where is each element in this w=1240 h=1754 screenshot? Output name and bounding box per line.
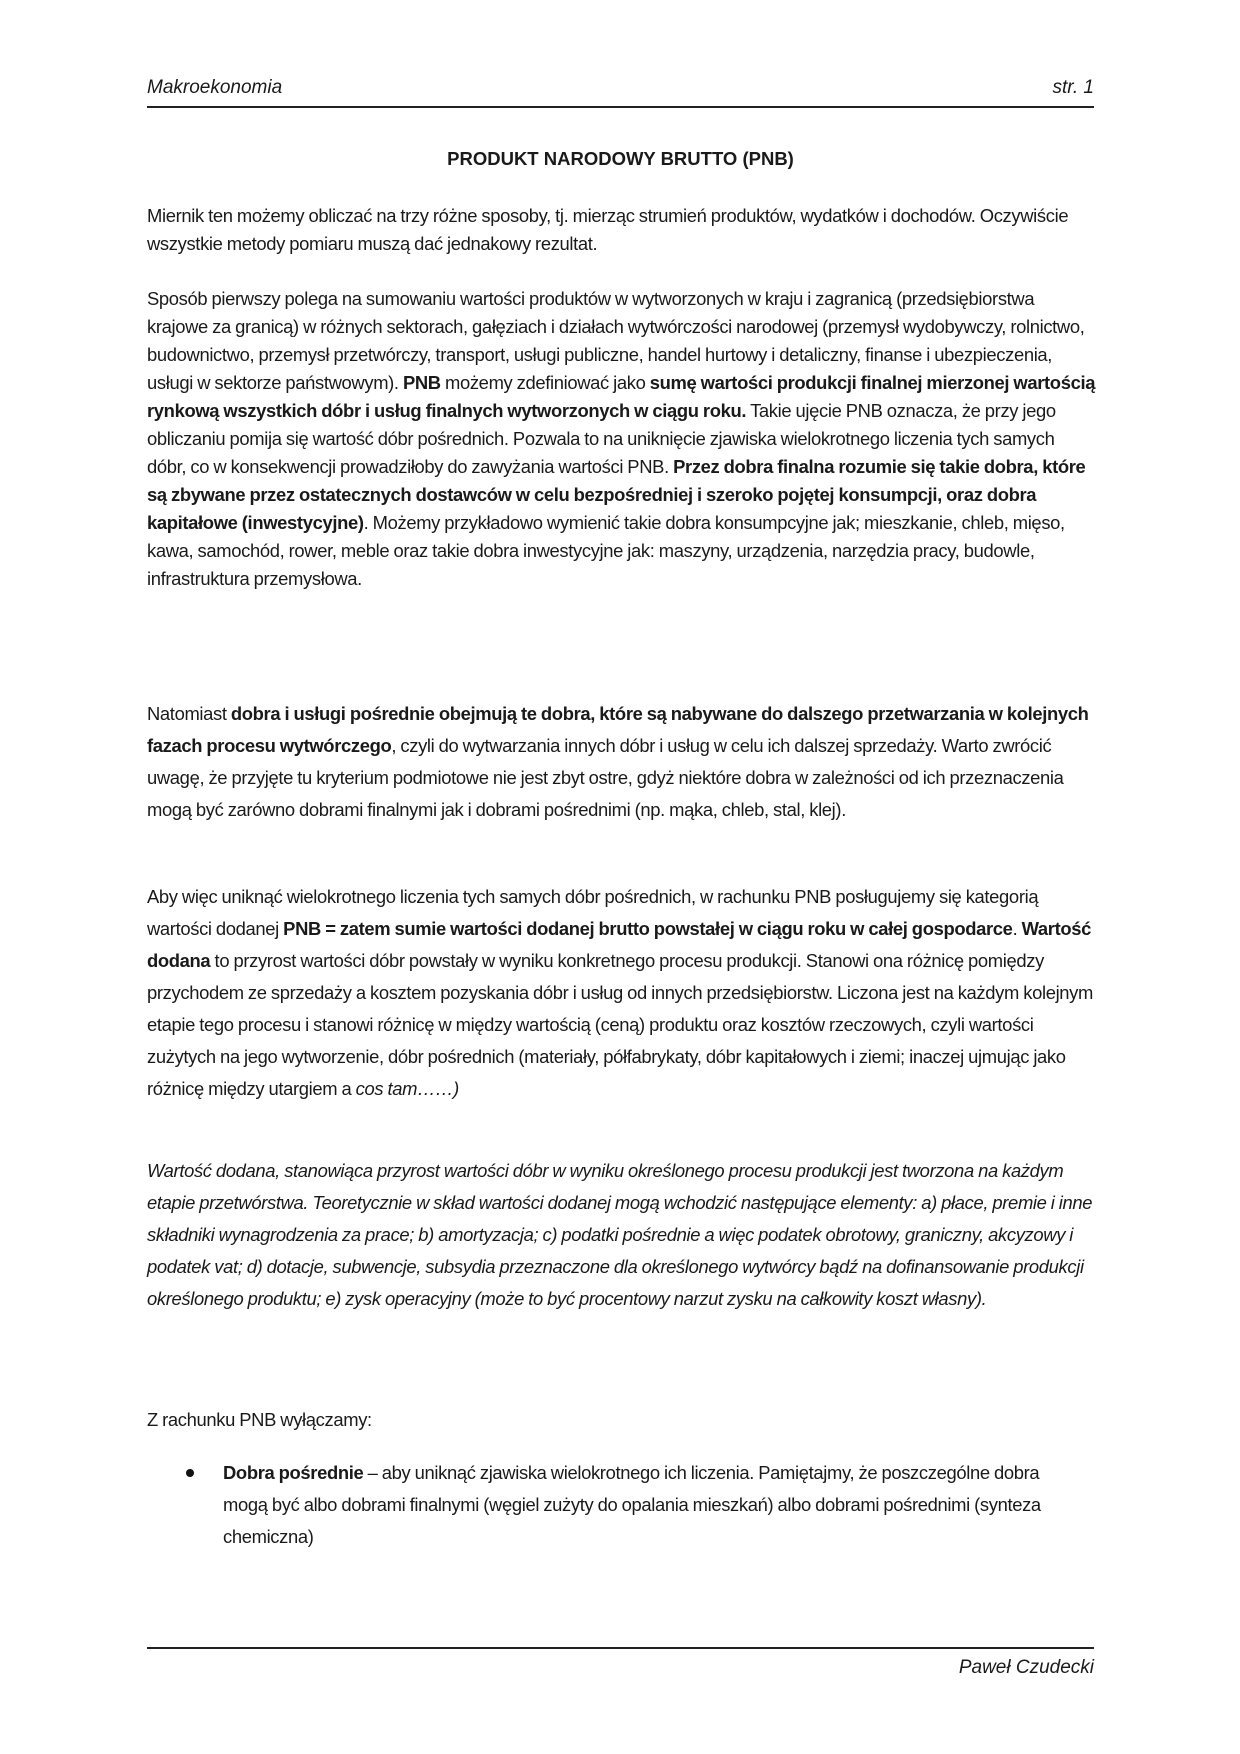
list-item-term: Dobra pośrednie (223, 1462, 364, 1483)
header-subject: Makroekonomia (147, 77, 283, 98)
bold-definition-intermediate-goods: dobra i usługi pośrednie obejmują te dobra, które są nabywane do dalszego przetwarzania w kolejnych fazach procesu wytwórczego (147, 703, 1089, 756)
paragraph-value-added-components (147, 1155, 1097, 1315)
paragraph-text: Natomiast (147, 703, 231, 724)
document-title: PRODUKT NARODOWY BRUTTO (PNB) (447, 148, 794, 169)
paragraph-intermediate-goods (147, 698, 1097, 826)
bold-formula-pnb: PNB = zatem sumie wartości dodanej brutto powstałej w ciągu roku w całej gospodarce (283, 918, 1013, 939)
header-page-number: str. 1 (1052, 77, 1094, 98)
paragraph-text: , czyli do wytwarzania innych dóbr i usług w celu ich dalszej sprzedaży. Warto zwrócić uwagę, że przyjęte tu kryterium podmiotowe nie jest zbyt ostre, gdyż niektóre dobra w zależności od ich przeznaczenia mogą być zarówno dobrami finalnymi jak i dobrami pośrednimi (np. mąka, chleb, stal, klej). (147, 735, 1064, 820)
page-header (147, 74, 1094, 108)
footer-author: Paweł Czudecki (958, 1657, 1094, 1678)
paragraph-text: Takie ujęcie PNB oznacza, że przy jego obliczaniu pomija się wartość dóbr pośrednich. Pozwala to na uniknięcie zjawiska wielokrotnego liczenia tych samych dóbr, co w konsekwencji prowadziłoby do zawyżania wartości PNB. (147, 400, 1056, 477)
exclusions-list (147, 1457, 1097, 1553)
paragraph-text: . Możemy przykładowo wymienić takie dobra konsumpcyjne jak; mieszkanie, chleb, mięso, kawa, samochód, rower, meble oraz takie dobra inwestycyjne jak: maszyny, urządzenia, narzędzia pracy, budowle, infrastruktura przemysłowa. (147, 512, 1065, 589)
list-item-text: – aby uniknąć zjawiska wielokrotnego ich liczenia. Pamiętajmy, że poszczególne dobra mogą być albo dobrami finalnymi (węgiel zużyty do opalania mieszkań) albo dobrami pośrednimi (synteza chemiczna) (223, 1462, 1041, 1547)
paragraph-intro (147, 202, 1097, 258)
paragraph-method-one (147, 285, 1097, 593)
paragraph-text: to przyrost wartości dóbr powstały w wyniku konkretnego procesu produkcji. Stanowi ona różnicę pomiędzy przychodem ze sprzedaży a kosztem pozyskania dóbr i usług od innych przedsiębiorstw. Liczona jest na każdym kolejnym etapie tego procesu i stanowi różnicę w między wartością (ceną) produktu oraz kosztów rzeczowych, czyli wartości zużytych na jego wytworzenie, dóbr pośrednich (materiały, półfabrykaty, dóbr kapitałowych i ziemi; inaczej ujmując jako różnicę między utargiem a (147, 950, 1093, 1099)
bold-definition-pnb: sumę wartości produkcji finalnej mierzonej wartością rynkową wszystkich dóbr i usług finalnych wytworzonych w ciągu roku. (147, 372, 1096, 421)
italic-text: cos tam……) (355, 1078, 459, 1099)
bold-term-pnb: PNB (402, 372, 441, 393)
bullet-icon (186, 1469, 194, 1477)
paragraph-text: Aby więc uniknąć wielokrotnego liczenia tych samych dóbr pośrednich, w rachunku PNB posługujemy się kategorią wartości dodanej (147, 886, 1039, 939)
paragraph-text: Miernik ten możemy obliczać na trzy różne sposoby, tj. mierząc strumień produktów, wydatków i dochodów. Oczywiście wszystkie metody pomiaru muszą dać jednakowy rezultat. (147, 205, 1069, 254)
paragraph-text: Sposób pierwszy polega na sumowaniu wartości produktów w wytworzonych w kraju i zagranicą (przedsiębiorstwa krajowe za granicą) w różnych sektorach, gałęziach i działach wytwórczości narodowej (przemysł wydobywczy, rolnictwo, budownictwo, przemysł przetwórczy, transport, usługi publiczne, handel hurtowy i detaliczny, finanse i ubezpieczenia, usługi w sektorze państwowym). (147, 288, 1085, 393)
paragraph-value-added (147, 881, 1097, 1105)
paragraph-text: Z rachunku PNB wyłączamy: (147, 1409, 372, 1430)
paragraph-text: Wartość dodana, stanowiąca przyrost wartości dóbr w wyniku określonego procesu produkcji jest tworzona na każdym etapie przetwórstwa. Teoretycznie w skład wartości dodanej mogą wchodzić następujące elementy: a) płace, premie i inne składniki wynagrodzenia za prace; b) amortyzacja; c) podatki pośrednie a więc podatek obrotowy, graniczny, akcyzowy i podatek vat; d) dotacje, subwencje, subsydia przeznaczone dla określonego wytwórcy bądź na dofinansowanie produkcji określonego produktu; e) zysk operacyjny (może to być procentowy narzut zysku na całkowity koszt własny). (147, 1160, 1093, 1309)
paragraph-exclusions-intro (147, 1404, 1097, 1436)
bold-term-value-added: Wartość dodana (147, 918, 1092, 971)
paragraph-text: . (1012, 918, 1022, 939)
page-footer (147, 1647, 1094, 1678)
paragraph-text: możemy zdefiniować jako (440, 372, 650, 393)
bold-definition-final-goods: Przez dobra finalna rozumie się takie dobra, które są zbywane przez ostatecznych dostawców w celu bezpośredniej i szeroko pojętej konsumpcji, oraz dobra kapitałowe (inwestycyjne) (147, 456, 1086, 533)
list-item (147, 1457, 1097, 1553)
